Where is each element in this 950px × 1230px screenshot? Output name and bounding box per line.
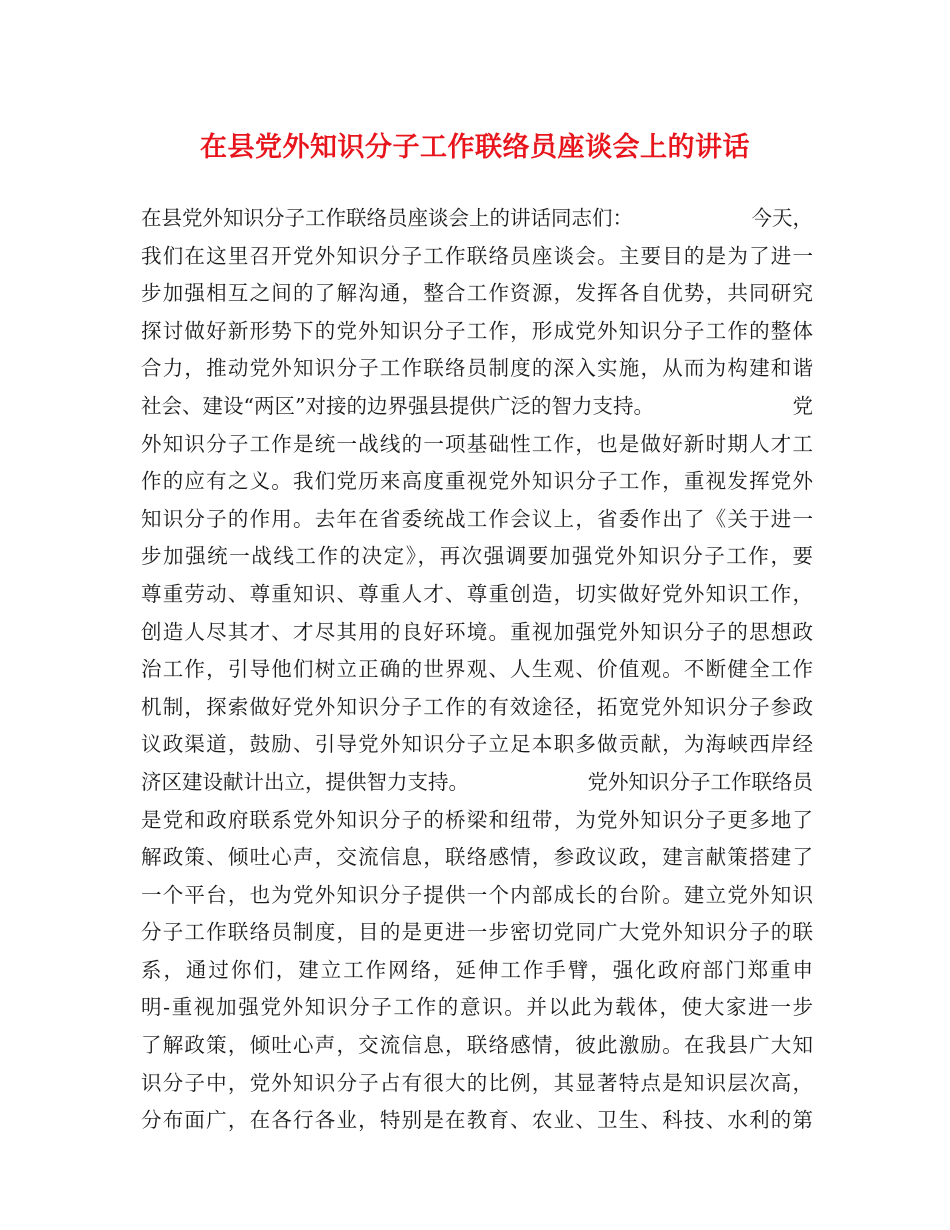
body-line: 合力，推动党外知识分子工作联络员制度的深入实施，从而为构建和谐 bbox=[141, 356, 813, 381]
body-line-text: 社会、建设“两区”对接的边界强县提供广泛的智力支持。 bbox=[141, 393, 654, 418]
body-line: 知识分子的作用。去年在省委统战工作会议上，省委作出了《关于进一 bbox=[141, 506, 813, 531]
body-line: 解政策、倾吐心声，交流信息，联络感情，参政议政，建言献策搭建了 bbox=[141, 845, 813, 870]
body-line: 外知识分子工作是统一战线的一项基础性工作，也是做好新时期人才工 bbox=[141, 431, 813, 456]
body-line-text: 济区建设献计出立，提供智力支持。 bbox=[141, 769, 469, 794]
body-line: 明-重视加强党外知识分子工作的意识。并以此为载体，使大家进一步 bbox=[141, 995, 813, 1020]
body-line: 探讨做好新形势下的党外知识分子工作，形成党外知识分子工作的整体 bbox=[141, 318, 813, 343]
body-line: 分布面广，在各行各业，特别是在教育、农业、卫生、科技、水利的第 bbox=[141, 1108, 813, 1133]
body-line: 一个平台，也为党外知识分子提供一个内部成长的台阶。建立党外知识 bbox=[141, 882, 813, 907]
body-line: 议政渠道，鼓励、引导党外知识分子立足本职多做贡献，为海峡西岸经 bbox=[141, 732, 813, 757]
body-line-text: 在县党外知识分子工作联络员座谈会上的讲话同志们： bbox=[141, 206, 633, 230]
body-line: 机制，探索做好党外知识分子工作的有效途径，拓宽党外知识分子参政 bbox=[141, 694, 813, 719]
body-line-text: 今天， bbox=[751, 206, 813, 230]
body-line: 作的应有之义。我们党历来高度重视党外知识分子工作，重视发挥党外 bbox=[141, 469, 813, 494]
body-line bbox=[141, 200, 813, 238]
body-line: 步加强相互之间的了解沟通，整合工作资源，发挥各自优势，共同研究 bbox=[141, 281, 813, 306]
body-line: 治工作，引导他们树立正确的世界观、人生观、价值观。不断健全工作 bbox=[141, 657, 813, 682]
body-line: 识分子中，党外知识分子占有很大的比例，其显著特点是知识层次高， bbox=[141, 1070, 813, 1095]
body-line: 创造人尽其才、才尽其用的良好环境。重视加强党外知识分子的思想政 bbox=[141, 619, 813, 644]
body-line: 系，通过你们，建立工作网络，延伸工作手臂，强化政府部门郑重申 bbox=[141, 957, 813, 982]
body-line bbox=[141, 388, 813, 426]
document-title: 在县党外知识分子工作联络员座谈会上的讲话 bbox=[200, 132, 750, 163]
document-body bbox=[141, 200, 813, 1140]
body-line: 尊重劳动、尊重知识、尊重人才、尊重创造，切实做好党外知识工作， bbox=[141, 581, 813, 606]
body-line: 是党和政府联系党外知识分子的桥梁和纽带，为党外知识分子更多地了 bbox=[141, 807, 813, 832]
body-line: 了解政策，倾吐心声，交流信息，联络感情，彼此激励。在我县广大知 bbox=[141, 1033, 813, 1058]
body-line bbox=[141, 764, 813, 802]
body-line: 我们在这里召开党外知识分子工作联络员座谈会。主要目的是为了进一 bbox=[141, 243, 813, 268]
body-line-text: 党外知识分子工作联络员 bbox=[587, 769, 813, 794]
body-line: 分子工作联络员制度，目的是更进一步密切党同广大党外知识分子的联 bbox=[141, 920, 813, 945]
body-line-text: 党 bbox=[792, 393, 813, 418]
body-line: 步加强统一战线工作的决定》，再次强调要加强党外知识分子工作，要 bbox=[141, 544, 813, 569]
